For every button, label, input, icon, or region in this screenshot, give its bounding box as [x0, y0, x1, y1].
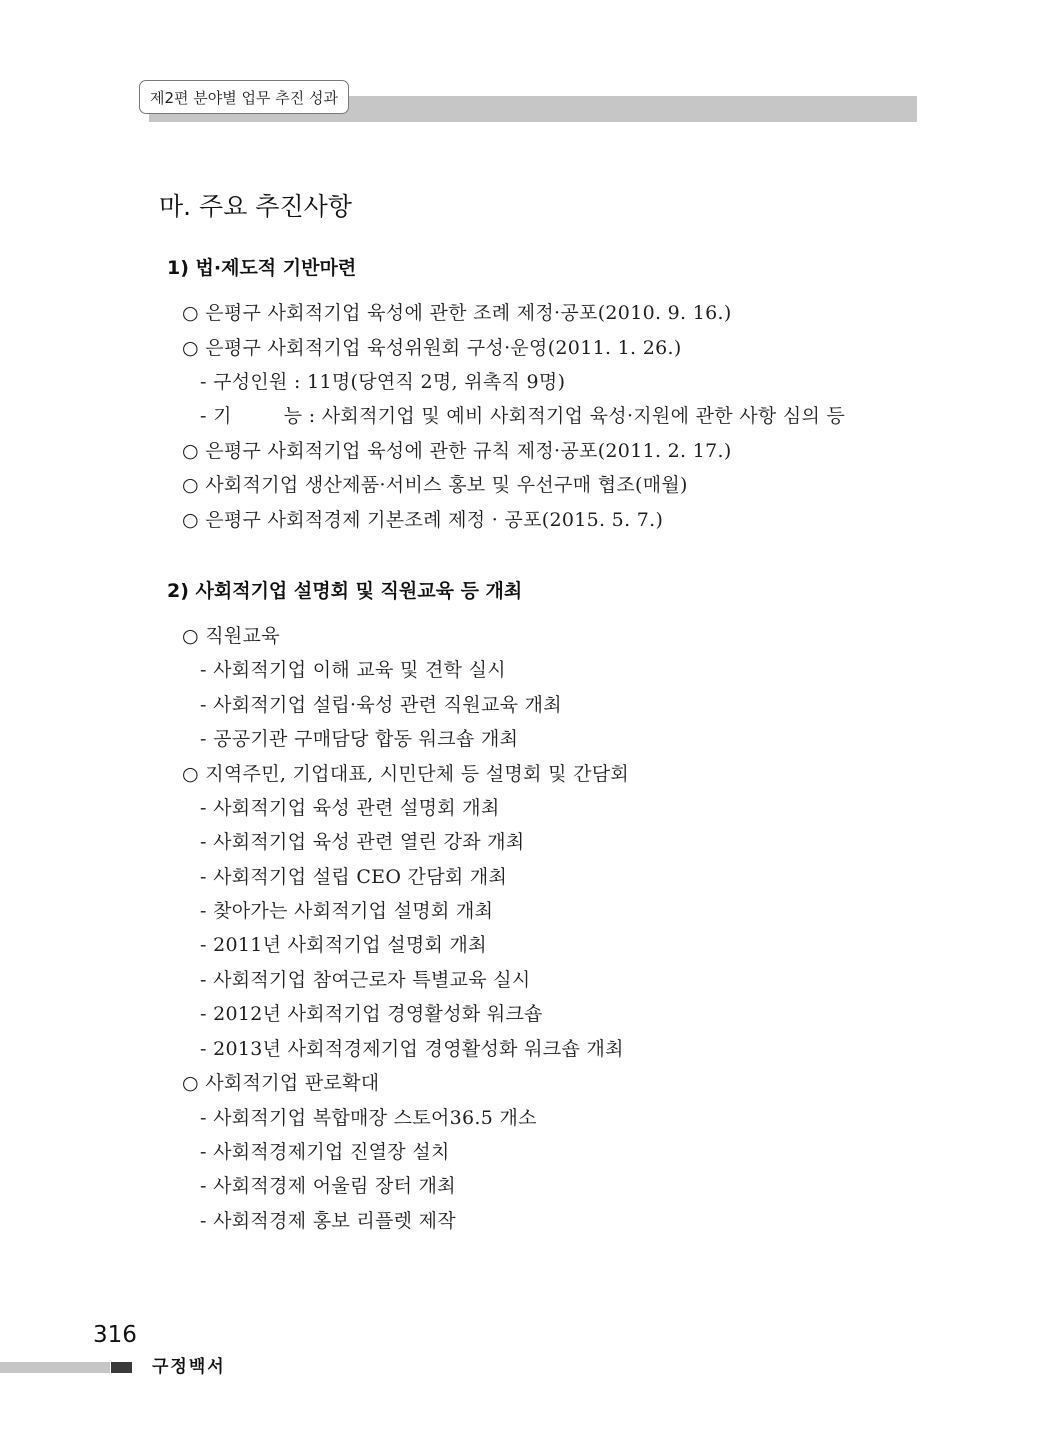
footer-block: [111, 1362, 132, 1373]
list-item: - 사회적기업 설립·육성 관련 직원교육 개최: [200, 694, 562, 716]
list-item: ○ 은평구 사회적기업 육성에 관한 조례 제정·공포(2010. 9. 16.): [182, 302, 732, 324]
list-item: ○ 사회적기업 판로확대: [182, 1072, 380, 1094]
list-item: - 사회적기업 설립 CEO 간담회 개최: [200, 866, 508, 888]
list-item: - 사회적기업 참여근로자 특별교육 실시: [200, 969, 531, 991]
list-item: - 사회적경제 홍보 리플렛 제작: [200, 1210, 456, 1232]
footer-label: 구정백서: [152, 1357, 226, 1377]
page-number: 316: [93, 1322, 137, 1348]
list-item: - 2011년 사회적기업 설명회 개최: [200, 934, 487, 956]
list-item: ○ 은평구 사회적경제 기본조례 제정 · 공포(2015. 5. 7.): [182, 509, 664, 531]
list-item: - 사회적기업 이해 교육 및 견학 실시: [200, 659, 506, 681]
list-item: ○ 직원교육: [182, 625, 280, 647]
chapter-header-tab: 제2편 분야별 업무 추진 성과: [139, 80, 349, 114]
list-item: - 구성인원 : 11명(당연직 2명, 위촉직 9명): [200, 371, 566, 393]
list-item: - 사회적기업 복합매장 스토어36.5 개소: [200, 1107, 537, 1129]
list-item: - 기 능 : 사회적기업 및 예비 사회적기업 육성·지원에 관한 사항 심의 등: [200, 405, 846, 427]
footer-bar: [0, 1362, 110, 1373]
section-title: 마. 주요 추진사항: [159, 192, 352, 221]
list-item: - 2013년 사회적경제기업 경영활성화 워크숍 개최: [200, 1038, 624, 1060]
list-item: - 사회적경제 어울림 장터 개최: [200, 1175, 456, 1197]
list-item: ○ 지역주민, 기업대표, 시민단체 등 설명회 및 간담회: [182, 763, 630, 785]
list-item: ○ 사회적기업 생산제품·서비스 홍보 및 우선구매 협조(매월): [182, 474, 688, 496]
list-item: - 사회적기업 육성 관련 설명회 개최: [200, 797, 500, 819]
list-item: - 찾아가는 사회적기업 설명회 개최: [200, 900, 494, 922]
subsection-title-2: 2) 사회적기업 설명회 및 직원교육 등 개최: [167, 580, 523, 602]
list-item: - 사회적경제기업 진열장 설치: [200, 1141, 450, 1163]
subsection-title-1: 1) 법·제도적 기반마련: [167, 257, 357, 279]
list-item: ○ 은평구 사회적기업 육성위원회 구성·운영(2011. 1. 26.): [182, 337, 682, 359]
list-item: - 사회적기업 육성 관련 열린 강좌 개최: [200, 831, 525, 853]
list-item: - 2012년 사회적기업 경영활성화 워크숍: [200, 1003, 543, 1025]
list-item: - 공공기관 구매담당 합동 워크숍 개최: [200, 728, 519, 750]
list-item: ○ 은평구 사회적기업 육성에 관한 규칙 제정·공포(2011. 2. 17.): [182, 440, 732, 462]
